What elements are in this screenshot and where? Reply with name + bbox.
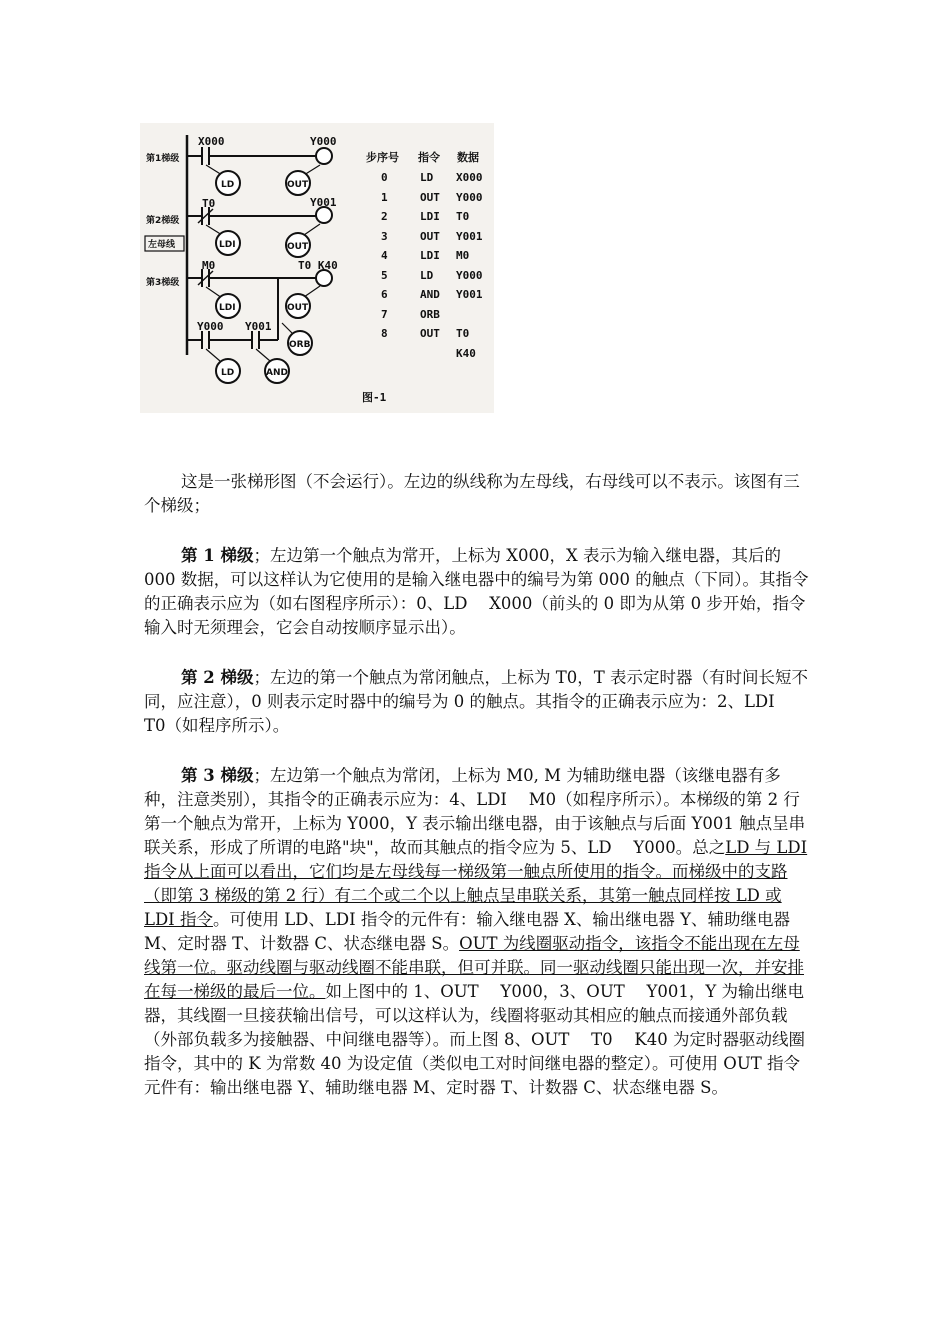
program-row bbox=[381, 269, 483, 282]
instr-bubble: LDI bbox=[219, 240, 236, 250]
rung3-underlined-out: OUT 为线圈驱动指令，该指令不能出现在左母线第一位。驱动线圈与驱动线圈不能串联，但可并联。同一驱动线圈只能出现一次，并安排在每一梯级的最后一位。 bbox=[144, 934, 804, 1001]
program-row bbox=[456, 347, 476, 360]
rung-label: 第1梯级 bbox=[146, 154, 180, 164]
left-bus-label: 左母线 bbox=[148, 240, 176, 250]
svg-text:K40: K40 bbox=[456, 347, 476, 360]
paragraph-rung3 bbox=[144, 764, 810, 1100]
contact-label: T0 bbox=[202, 197, 216, 210]
instr-bubble: ORB bbox=[289, 340, 311, 350]
program-row bbox=[381, 249, 469, 262]
svg-text:8: 8 bbox=[381, 327, 388, 340]
svg-text:2: 2 bbox=[381, 210, 388, 223]
rung2-heading: 第 2 梯级 bbox=[181, 668, 254, 687]
program-row bbox=[381, 191, 483, 204]
rung3-underlined-ld: LD 与 LDI 指令从上面可以看出，它们均是左母线每一梯级第一触点所使用的指令。而梯级中的支路（即第 3 梯级的第 2 行）有二个或二个以上触点呈串联关系，其第一触点同样按 LD 或 LDI 指令 bbox=[144, 838, 808, 929]
program-row bbox=[381, 210, 469, 223]
rung-label: 第2梯级 bbox=[146, 216, 180, 226]
instr-bubble: LD bbox=[221, 368, 235, 378]
svg-text:4: 4 bbox=[381, 249, 388, 262]
svg-text:AND: AND bbox=[420, 288, 440, 301]
paragraph-rung2 bbox=[144, 666, 810, 738]
rung3-text-c: 如上图中的 1、OUT Y000，3、OUT Y001，Y 为输出继电器，其线圈一旦接获输出信号，可以这样认为，线圈将驱动其相应的触点而接通外部负载（外部负载多为接触器、中间继电器等）。而上图 8、OUT T0 K40 为定时器驱动线圈指令，其中的 K 为常数 40 为设定值（类似电工对时间继电器的整定）。可使用 OUT 指令元件有：输出继电器 Y、辅助继电器 M、定时器 T、计数器 C、状态继电器 S。 bbox=[144, 982, 805, 1097]
program-row bbox=[381, 230, 483, 243]
rung3-text: ；左边第一个触点为常闭，上标为 M0, M 为辅助继电器（该继电器有多种，注意类别），其指令的正确表示应为：4、LDI M0（如程序所示）。本梯级的第 2 行第一个触点为常开，上标为 Y000，Y 表示输出继电器，由于该触点与后面 Y001 触点呈串联关系，形成了所谓的电路"块"，故而其触点的指令应为 5、LD Y000。总之 bbox=[144, 766, 806, 857]
coil-label: Y000 bbox=[310, 135, 337, 148]
rung1-heading: 第 1 梯级 bbox=[181, 546, 254, 565]
svg-text:OUT: OUT bbox=[420, 327, 440, 340]
coil-label: T0 K40 bbox=[298, 259, 338, 272]
instr-bubble: OUT bbox=[287, 180, 309, 190]
svg-text:T0: T0 bbox=[456, 327, 470, 340]
svg-text:Y001: Y001 bbox=[456, 288, 483, 301]
contact-label: X000 bbox=[198, 135, 225, 148]
instr-bubble: OUT bbox=[287, 242, 309, 252]
contact-label: M0 bbox=[202, 259, 216, 272]
rung3-text-b: 。可使用 LD、LDI 指令的元件有：输入继电器 X、输出继电器 Y、辅助继电器 M、定时器 T、计数器 C、状态继电器 S。 bbox=[144, 910, 790, 953]
svg-text:LD: LD bbox=[420, 269, 434, 282]
ladder-diagram-figure bbox=[140, 123, 494, 413]
svg-text:LD: LD bbox=[420, 171, 434, 184]
rung-label: 第3梯级 bbox=[146, 278, 180, 288]
svg-text:LDI: LDI bbox=[420, 249, 440, 262]
program-header: 数据 bbox=[457, 151, 479, 164]
rung2-text: ；左边的第一个触点为常闭触点，上标为 T0，T 表示定时器（有时间长短不同，应注意），0 则表示定时器中的编号为 0 的触点。其指令的正确表示应为：2、LDI T0（如程序所示）。 bbox=[144, 668, 808, 735]
svg-text:LDI: LDI bbox=[420, 210, 440, 223]
paragraph-rung1 bbox=[144, 544, 810, 640]
svg-text:T0: T0 bbox=[456, 210, 470, 223]
contact-label: Y000 bbox=[197, 320, 224, 333]
svg-text:M0: M0 bbox=[456, 249, 470, 262]
svg-text:ORB: ORB bbox=[420, 308, 440, 321]
rung1-text: ；左边第一个触点为常开，上标为 X000，X 表示为输入继电器，其后的 000 数据，可以这样认为它使用的是输入继电器中的编号为第 000 的触点（下同）。其指令的正确表示应为（如右图程序所示）：0、LD X000（前头的 0 即为从第 0 步开始，指令输入时无须理会，它会自动按顺序显示出）。 bbox=[144, 546, 809, 637]
instr-bubble: LD bbox=[221, 180, 235, 190]
svg-text:OUT: OUT bbox=[420, 191, 440, 204]
document-body bbox=[144, 470, 810, 1126]
svg-text:Y000: Y000 bbox=[456, 269, 483, 282]
svg-text:0: 0 bbox=[381, 171, 388, 184]
program-header: 指令 bbox=[418, 151, 440, 164]
paragraph-intro: 这是一张梯形图（不会运行）。左边的纵线称为左母线，右母线可以不表示。该图有三个梯级； bbox=[144, 472, 800, 515]
svg-text:X000: X000 bbox=[456, 171, 483, 184]
instr-bubble: AND bbox=[266, 368, 288, 378]
svg-text:5: 5 bbox=[381, 269, 388, 282]
figure-caption: 图-1 bbox=[362, 391, 387, 404]
svg-text:1: 1 bbox=[381, 191, 388, 204]
program-row bbox=[381, 327, 469, 340]
svg-text:Y001: Y001 bbox=[456, 230, 483, 243]
svg-text:Y000: Y000 bbox=[456, 191, 483, 204]
coil-label: Y001 bbox=[310, 196, 337, 209]
program-header: 步序号 bbox=[366, 151, 399, 164]
svg-text:3: 3 bbox=[381, 230, 388, 243]
svg-text:7: 7 bbox=[381, 308, 388, 321]
svg-text:OUT: OUT bbox=[420, 230, 440, 243]
program-row bbox=[381, 288, 483, 301]
program-row bbox=[381, 171, 483, 184]
program-row bbox=[381, 308, 440, 321]
instr-bubble: OUT bbox=[287, 303, 309, 313]
instr-bubble: LDI bbox=[219, 303, 236, 313]
svg-text:6: 6 bbox=[381, 288, 388, 301]
contact-label: Y001 bbox=[245, 320, 272, 333]
ladder-diagram-svg bbox=[140, 123, 494, 413]
rung3-heading: 第 3 梯级 bbox=[181, 766, 254, 785]
